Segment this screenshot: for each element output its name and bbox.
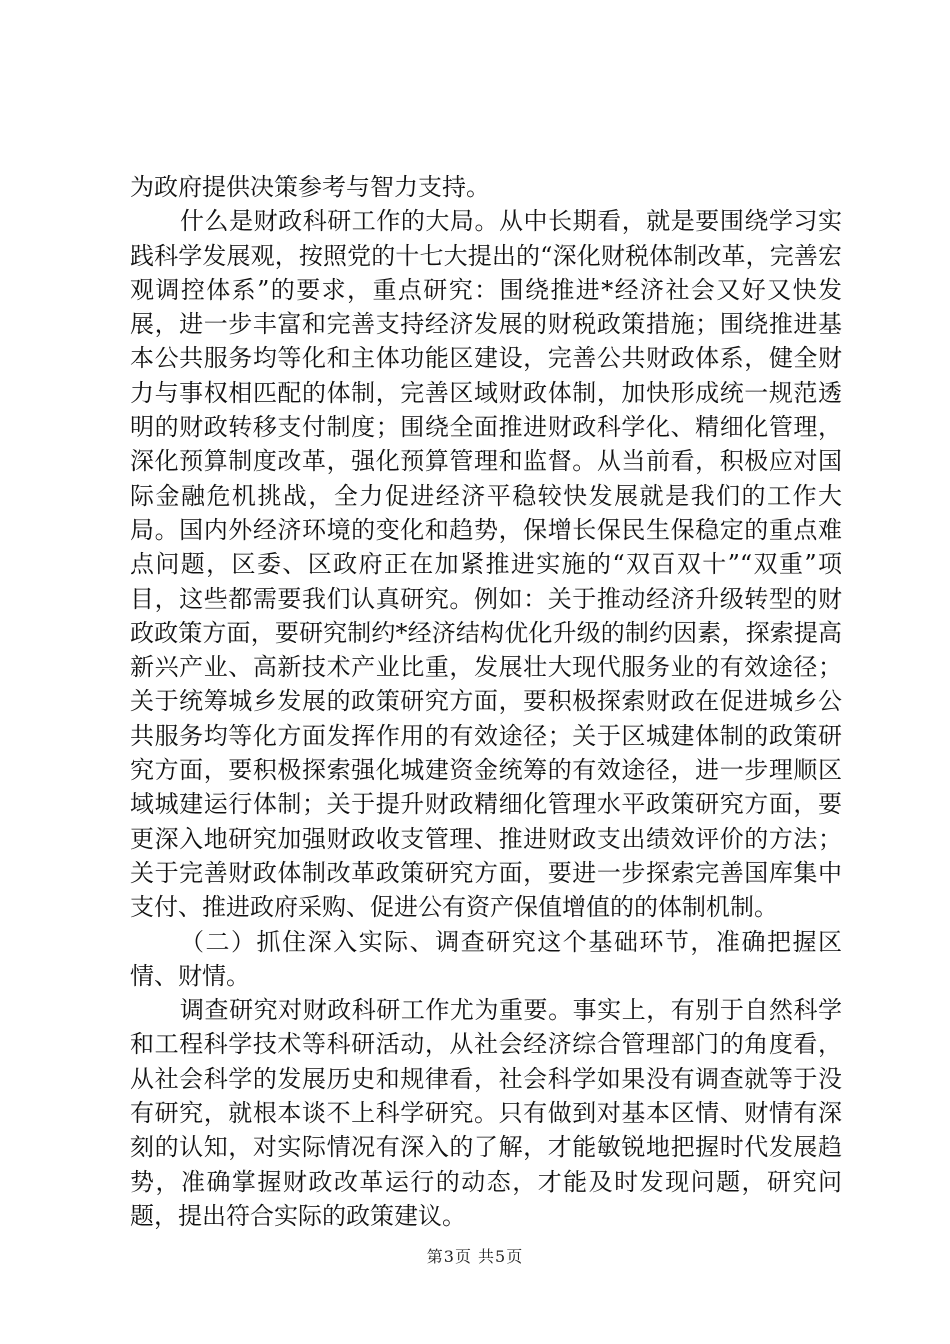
page-number-footer: 第3页 共5页: [426, 1247, 524, 1266]
document-body: [130, 170, 842, 1233]
paragraph-big-picture: 什么是财政科研工作的大局。从中长期看，就是要围绕学习实践科学发展观，按照党的十七大提出的“深化财税体制改革，完善宏观调控体系”的要求，重点研究：围绕推进*经济社会又好又快发展，进一步丰富和完善支持经济发展的财税政策措施；围绕推进基本公共服务均等化和主体功能区建设，完善公共财政体系，健全财力与事权相匹配的体制，完善区域财政体制，加快形成统一规范透明的财政转移支付制度；围绕全面推进财政科学化、精细化管理，深化预算制度改革，强化预算管理和监督。从当前看，积极应对国际金融危机挑战，全力促进经济平稳较快发展就是我们的工作大局。国内外经济环境的变化和趋势，保增长保民生保稳定的重点难点问题，区委、区政府正在加紧推进实施的“双百双十”“双重”项目，这些都需要我们认真研究。例如：关于推动经济升级转型的财政政策方面，要研究制约*经济结构优化升级的制约因素，探索提高新兴产业、高新技术产业比重，发展壮大现代服务业的有效途径；关于统筹城乡发展的政策研究方面，要积极探索财政在促进城乡公共服务均等化方面发挥作用的有效途径；关于区城建体制的政策研究方面，要积极探索强化城建资金统筹的有效途径，进一步理顺区域城建运行体制；关于提升财政精细化管理水平政策研究方面，要更深入地研究加强财政收支管理、推进财政支出绩效评价的方法；关于完善财政体制改革政策研究方面，要进一步探索完善国库集中支付、推进政府采购、促进公有资产保值增值的的体制机制。: [130, 207, 842, 922]
section-two-heading: （二）抓住深入实际、调查研究这个基础环节，准确把握区情、财情。: [130, 927, 842, 990]
paragraph-investigation: 调查研究对财政科研工作尤为重要。事实上，有别于自然科学和工程科学技术等科研活动，从社会经济综合管理部门的角度看，从社会科学的发展历史和规律看，社会科学如果没有调查就等于没有研究，就根本谈不上科学研究。只有做到对基本区情、财情有深刻的认知，对实际情况有深入的了解，才能敏锐地把握时代发展趋势，准确掌握财政改革运行的动态，才能及时发现问题，研究问题，提出符合实际的政策建议。: [130, 996, 842, 1230]
paragraph-continuation: 为政府提供决策参考与智力支持。: [130, 173, 490, 201]
